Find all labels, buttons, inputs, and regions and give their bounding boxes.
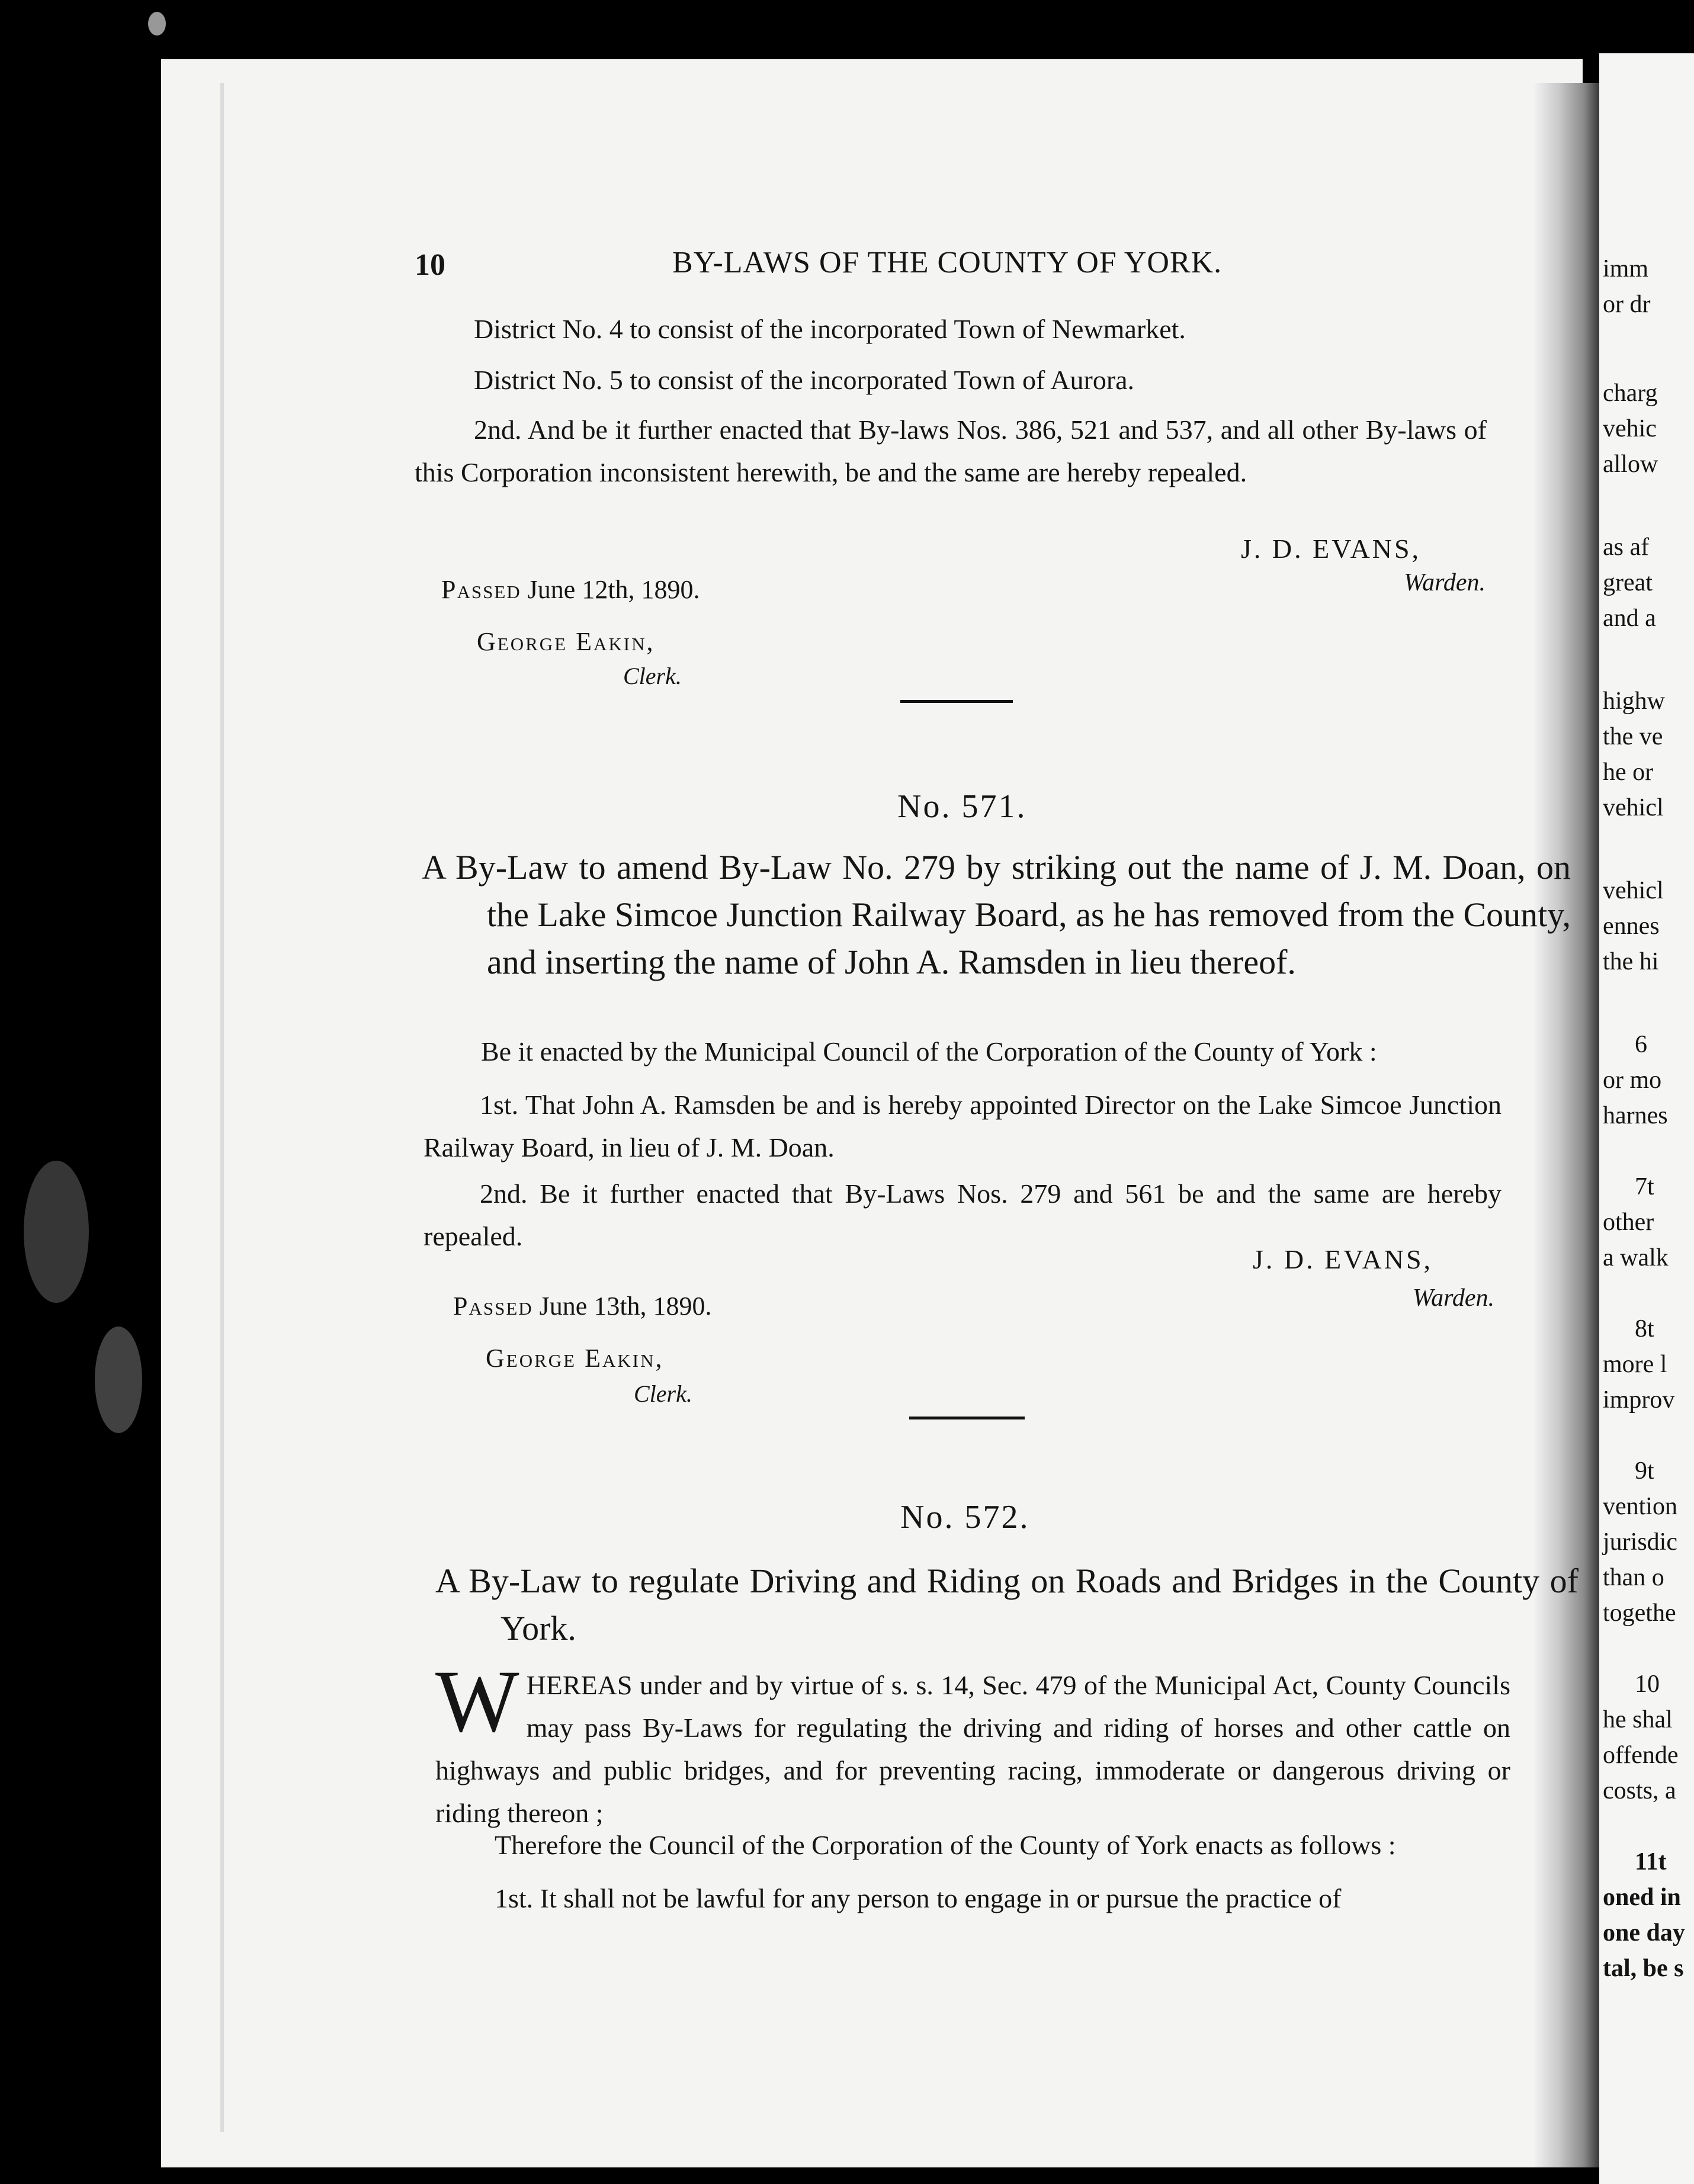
passed-date (441, 574, 700, 605)
facing-page-fragment: he or (1603, 759, 1654, 786)
facing-page-fragment: more l (1603, 1351, 1667, 1378)
passed-label: Passed (453, 1292, 533, 1321)
facing-page (1599, 53, 1694, 2184)
facing-page-fragment: 6 (1635, 1031, 1647, 1058)
warden-title: Warden. (1413, 1284, 1495, 1312)
facing-page-fragment: 8t (1635, 1315, 1654, 1342)
clerk-name: George Eakin, (486, 1344, 664, 1373)
facing-page-fragment: improv (1603, 1386, 1675, 1414)
enacting-clause: Be it enacted by the Municipal Council of the Corporation of the County of York : (481, 1036, 1377, 1067)
facing-page-fragment: charg (1603, 380, 1658, 407)
facing-page-fragment: 9t (1635, 1457, 1654, 1485)
therefore-clause: Therefore the Council of the Corporation of the County of York enacts as follows : (495, 1830, 1396, 1860)
scan-speck (24, 1161, 89, 1303)
clerk-title: Clerk. (623, 663, 682, 689)
warden-title: Warden. (1404, 569, 1486, 596)
whereas-text: HEREAS under and by virtue of s. s. 14, Sec. 479 of the Municipal Act, County Councils may pass By-Laws for regulating the driving and riding of horses and other cattle on highways and public bridges, and for preventing racing, immoderate or dangerous driving or riding thereon ; (435, 1670, 1510, 1828)
facing-page-fragment: ennes (1603, 913, 1660, 940)
scan-speck (148, 12, 166, 36)
clause-1-paragraph: 1st. That John A. Ramsden be and is hereby appointed Director on the Lake Simcoe Junction Railway Board, in lieu of J. M. Doan. (424, 1090, 1502, 1162)
clause-2-paragraph: 2nd. Be it further enacted that By-Laws Nos. 279 and 561 be and the same are hereby repealed. (424, 1178, 1502, 1251)
warden-name: J. D. EVANS, (1241, 534, 1422, 564)
facing-page-fragment: he shal (1603, 1706, 1673, 1733)
bylaw-title: A By-Law to amend By-Law No. 279 by striking out the name of J. M. Doan, on the Lake Simcoe Junction Railway Board, as he has removed from the County, and inserting the name of John A. Ramsden in lieu thereof. (422, 848, 1571, 981)
facing-page-fragment: vehicl (1603, 877, 1664, 904)
facing-page-fragment: harnes (1603, 1102, 1668, 1129)
facing-page-fragment: the ve (1603, 723, 1663, 750)
page-edge-line (220, 83, 224, 2132)
dropcap-letter: W (435, 1652, 519, 1751)
district-5-paragraph: District No. 5 to consist of the incorporated Town of Aurora. (474, 365, 1135, 395)
facing-page-fragment: or mo (1603, 1067, 1662, 1094)
facing-page-fragment: costs, a (1603, 1777, 1676, 1804)
passed-label: Passed (441, 575, 521, 604)
facing-page-fragment: allow (1603, 451, 1658, 478)
passed-date (453, 1291, 712, 1321)
facing-page-fragment: vention (1603, 1493, 1677, 1520)
warden-name: J. D. EVANS, (1253, 1244, 1433, 1274)
facing-page-fragment: other (1603, 1209, 1654, 1236)
section-divider (900, 700, 1013, 703)
gutter-shadow (1534, 83, 1605, 2167)
clerk-name: George Eakin, (477, 627, 655, 656)
facing-page-fragment: and a (1603, 605, 1656, 632)
district-4-paragraph: District No. 4 to consist of the incorporated Town of Newmarket. (474, 314, 1186, 344)
facing-page-fragment: than o (1603, 1564, 1664, 1591)
facing-page-fragment: as af (1603, 534, 1650, 561)
passed-date-value: June 13th, 1890. (539, 1292, 712, 1321)
clerk-title: Clerk. (634, 1380, 692, 1407)
facing-page-fragment: one day (1603, 1919, 1685, 1947)
facing-page-fragment: tal, be s (1603, 1955, 1684, 1982)
section-divider (909, 1417, 1025, 1419)
page-number: 10 (415, 248, 445, 282)
facing-page-fragment: oned in (1603, 1884, 1681, 1911)
facing-page-fragment: offende (1603, 1742, 1679, 1769)
facing-page-fragment: 11t (1635, 1848, 1667, 1875)
facing-page-fragment: jurisdic (1603, 1528, 1677, 1556)
facing-page-fragment: 7t (1635, 1173, 1654, 1200)
facing-page-fragment: vehic (1603, 415, 1657, 442)
facing-page-fragment: imm (1603, 255, 1649, 282)
scan-speck (95, 1327, 142, 1433)
clause-2-paragraph: 2nd. And be it further enacted that By-laws Nos. 386, 521 and 537, and all other By-laws of this Corporation inconsistent herewith, be and the same are hereby repealed. (415, 415, 1487, 487)
bylaw-number: No. 571. (897, 788, 1027, 825)
facing-page-fragment: the hi (1603, 948, 1659, 975)
facing-page-fragment: vehicl (1603, 794, 1664, 821)
whereas-preamble (435, 1652, 1510, 1835)
facing-page-fragment: a walk (1603, 1244, 1669, 1271)
facing-page-fragment: great (1603, 569, 1653, 596)
facing-page-fragment: togethe (1603, 1600, 1676, 1627)
passed-date-value: June 12th, 1890. (527, 575, 700, 604)
bylaw-number: No. 572. (900, 1499, 1030, 1536)
facing-page-fragment: or dr (1603, 291, 1651, 318)
clause-1-paragraph: 1st. It shall not be lawful for any person to engage in or pursue the practice of (495, 1883, 1342, 1913)
facing-page-fragment: 10 (1635, 1671, 1660, 1698)
running-title: BY-LAWS OF THE COUNTY OF YORK. (672, 246, 1223, 280)
facing-page-fragment: highw (1603, 688, 1665, 715)
bylaw-title: A By-Law to regulate Driving and Riding on Roads and Bridges in the County of York. (435, 1562, 1578, 1647)
